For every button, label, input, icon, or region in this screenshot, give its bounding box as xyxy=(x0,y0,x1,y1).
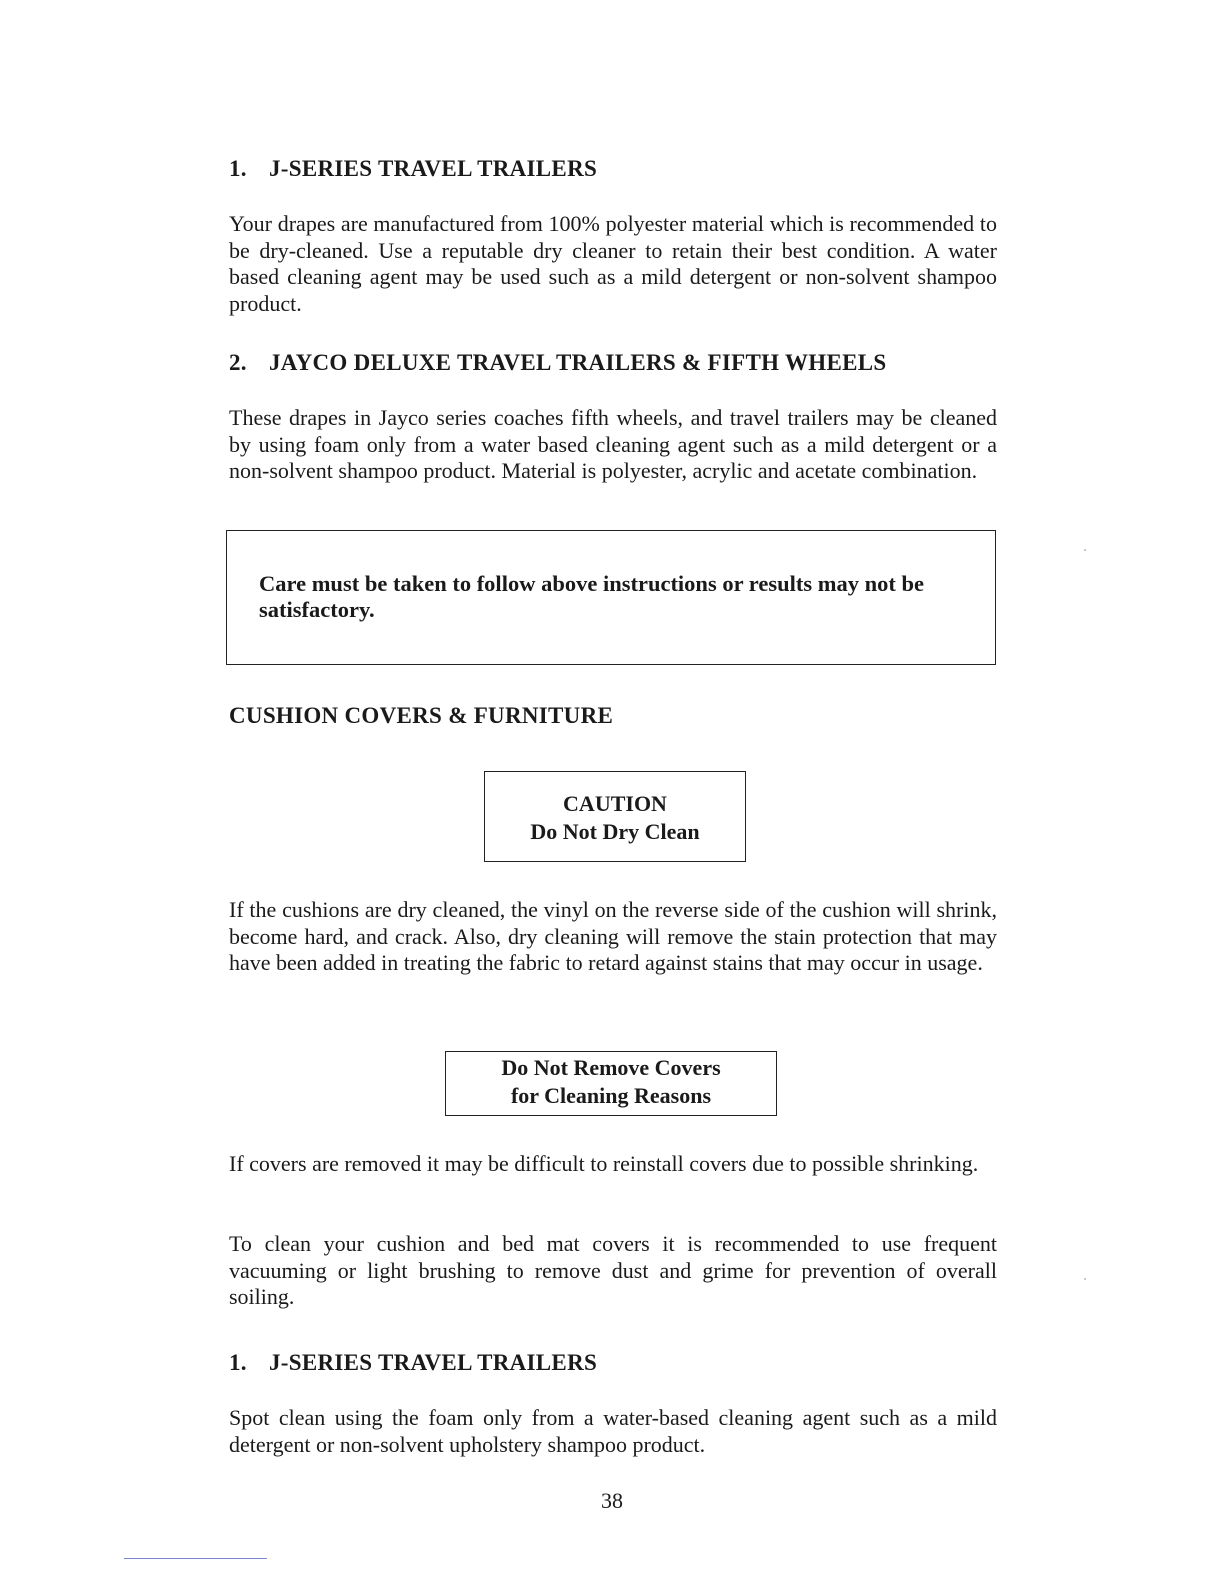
scan-speck xyxy=(1084,549,1086,551)
heading-number: 1. xyxy=(229,1350,247,1375)
page-number: 38 xyxy=(601,1488,623,1513)
remove-covers-line2: for Cleaning Reasons xyxy=(510,1083,712,1108)
remove-covers-notice-box xyxy=(445,1051,777,1116)
paragraph-cushion-dry-clean: If the cushions are dry cleaned, the vinyl on the reverse side of the cushion will shrink, become hard, and crack. Also, dry cleaning will remove the stain protection that may have been added in treating the fabric to retard against stains that may occur in usage. xyxy=(229,897,997,975)
heading-drapes-deluxe xyxy=(229,350,886,376)
heading-title: JAYCO DELUXE TRAVEL TRAILERS & FIFTH WHEELS xyxy=(269,350,887,375)
paragraph-covers-removed: If covers are removed it may be difficult to reinstall covers due to possible shrinking. xyxy=(229,1151,979,1176)
heading-cushion-jseries xyxy=(229,1350,597,1376)
paragraph-cleaning-recommendation: To clean your cushion and bed mat covers it is recommended to use frequent vacuuming or light brushing to remove dust and grime for prevention of overall soiling. xyxy=(229,1231,997,1309)
heading-number: 2. xyxy=(229,350,247,375)
caution-box xyxy=(484,771,746,862)
heading-number: 1. xyxy=(229,156,247,181)
care-notice-box xyxy=(226,530,996,665)
heading-title: J-SERIES TRAVEL TRAILERS xyxy=(269,1350,598,1375)
caution-text: Do Not Dry Clean xyxy=(530,819,700,844)
paragraph-cushion-jseries: Spot clean using the foam only from a water-based cleaning agent such as a mild detergent or non-solvent upholstery shampoo product. xyxy=(229,1405,997,1457)
paragraph-drapes-deluxe: These drapes in Jayco series coaches fifth wheels, and travel trailers may be cleaned by using foam only from a water based cleaning agent such as a mild detergent or a non-solvent shampoo product. Material is polyester, acrylic and acetate combination. xyxy=(229,405,997,483)
caution-title: CAUTION xyxy=(563,791,667,816)
heading-title: J-SERIES TRAVEL TRAILERS xyxy=(269,156,598,181)
paragraph-drapes-jseries: Your drapes are manufactured from 100% polyester material which is recommended to be dry-cleaned. Use a reputable dry cleaner to retain their best condition. A water based cleaning agent may be used such as a mild detergent or non-solvent shampoo product. xyxy=(229,211,997,316)
remove-covers-line1: Do Not Remove Covers xyxy=(501,1055,721,1080)
heading-drapes-jseries xyxy=(229,156,597,182)
heading-cushion-covers: CUSHION COVERS & FURNITURE xyxy=(229,703,614,728)
care-notice-text: Care must be taken to follow above instructions or results may not be satisfactory. xyxy=(259,571,924,622)
footer-rule xyxy=(124,1558,267,1559)
scan-speck xyxy=(1084,1278,1086,1280)
